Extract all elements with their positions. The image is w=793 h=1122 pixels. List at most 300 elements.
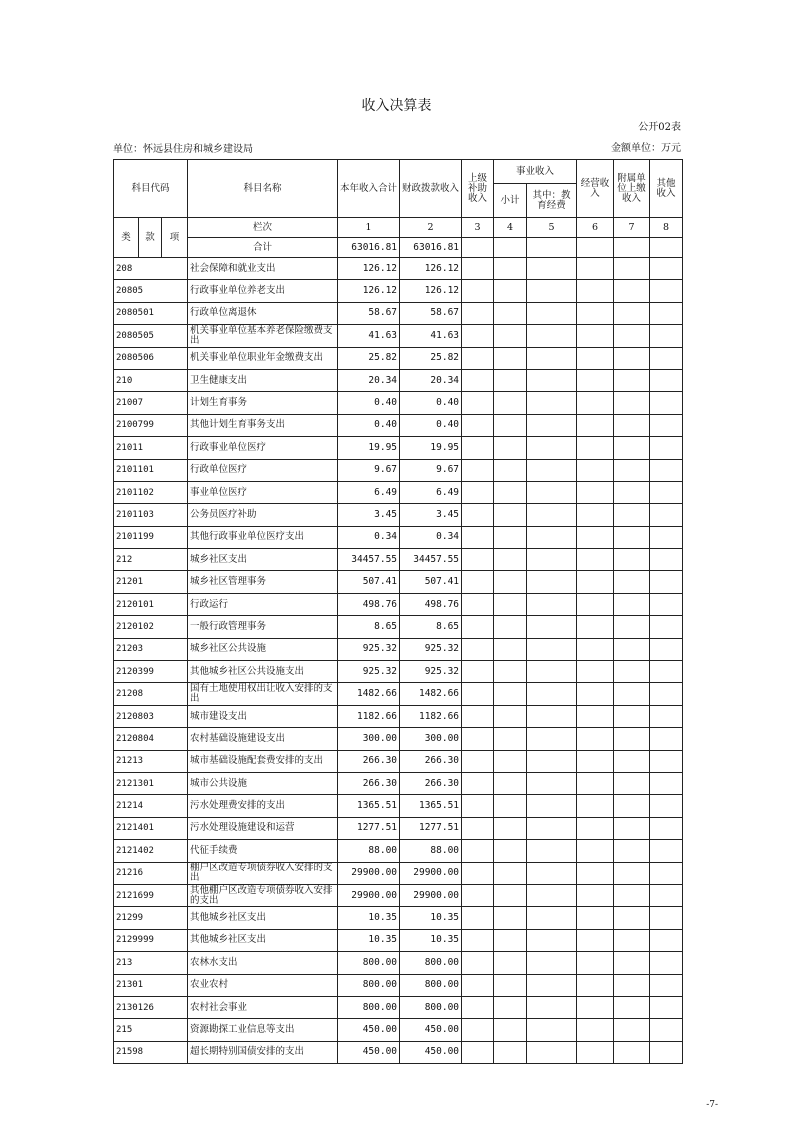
row-subject-name: 机关事业单位基本养老保险缴费支出 [188, 325, 338, 347]
table-row [114, 571, 683, 593]
row-subject-name: 行政运行 [188, 593, 338, 615]
row-fiscal-allocation: 58.67 [400, 302, 462, 324]
row-subject-name: 其他城乡社区支出 [188, 929, 338, 951]
col-number: 1 [338, 218, 400, 238]
row-subject-name: 代征手续费 [188, 840, 338, 862]
row-empty-cell [462, 840, 494, 862]
row-empty-cell [650, 437, 683, 459]
page-title: 收入决算表 [361, 98, 432, 114]
row-empty-cell [494, 571, 527, 593]
row-empty-cell [494, 504, 527, 526]
row-empty-cell [462, 459, 494, 481]
row-subject-code: 21598 [114, 1041, 188, 1063]
row-subject-code: 213 [114, 952, 188, 974]
col-number: 5 [527, 218, 577, 238]
row-empty-cell [527, 504, 577, 526]
row-empty-cell [614, 526, 650, 548]
row-empty-cell [494, 638, 527, 660]
row-total-income: 498.76 [338, 593, 400, 615]
row-empty-cell [577, 661, 614, 683]
header-subtotal: 小计 [494, 184, 527, 218]
row-subject-name: 公务员医疗补助 [188, 504, 338, 526]
row-empty-cell [462, 347, 494, 369]
row-subject-code: 2120399 [114, 661, 188, 683]
row-empty-cell [494, 750, 527, 772]
row-empty-cell [614, 750, 650, 772]
row-empty-cell [527, 347, 577, 369]
table-row [114, 459, 683, 481]
row-empty-cell [650, 795, 683, 817]
row-empty-cell [527, 369, 577, 391]
row-empty-cell [527, 772, 577, 794]
row-empty-cell [614, 571, 650, 593]
row-total-income: 266.30 [338, 750, 400, 772]
row-fiscal-allocation: 29900.00 [400, 862, 462, 884]
row-subject-code: 215 [114, 1019, 188, 1041]
row-fiscal-allocation: 19.95 [400, 437, 462, 459]
table-row [114, 661, 683, 683]
col-number: 6 [577, 218, 614, 238]
row-empty-cell [650, 705, 683, 727]
row-subject-name: 计划生育事务 [188, 392, 338, 414]
row-empty-cell [527, 996, 577, 1018]
row-empty-cell [614, 549, 650, 571]
row-empty-cell [462, 325, 494, 347]
row-empty-cell [577, 907, 614, 929]
row-empty-cell [614, 258, 650, 280]
row-empty-cell [462, 728, 494, 750]
table-row [114, 347, 683, 369]
row-empty-cell [527, 1019, 577, 1041]
row-total-income: 800.00 [338, 952, 400, 974]
row-empty-cell [494, 593, 527, 615]
row-empty-cell [614, 1041, 650, 1063]
row-subject-name: 城市建设支出 [188, 705, 338, 727]
table-row [114, 414, 683, 436]
row-empty-cell [494, 459, 527, 481]
row-fiscal-allocation: 3.45 [400, 504, 462, 526]
row-total-income: 1365.51 [338, 795, 400, 817]
row-empty-cell [650, 952, 683, 974]
row-subject-code: 208 [114, 258, 188, 280]
col-number: 3 [462, 218, 494, 238]
row-empty-cell [614, 907, 650, 929]
row-total-income: 0.34 [338, 526, 400, 548]
row-empty-cell [650, 683, 683, 705]
table-row [114, 750, 683, 772]
row-empty-cell [650, 481, 683, 503]
col-number: 8 [650, 218, 683, 238]
row-empty-cell [577, 638, 614, 660]
row-empty-cell [650, 593, 683, 615]
row-fiscal-allocation: 41.63 [400, 325, 462, 347]
row-empty-cell [462, 974, 494, 996]
row-empty-cell [462, 1019, 494, 1041]
row-subject-name: 农村基础设施建设支出 [188, 728, 338, 750]
header-business-income: 事业收入 [494, 160, 577, 184]
row-total-income: 34457.55 [338, 549, 400, 571]
row-empty-cell [527, 414, 577, 436]
row-empty-cell [494, 325, 527, 347]
row-empty-cell [650, 840, 683, 862]
row-empty-cell [650, 661, 683, 683]
row-empty-cell [462, 414, 494, 436]
income-statement-table [113, 159, 683, 1064]
row-empty-cell [462, 302, 494, 324]
row-empty-cell [577, 705, 614, 727]
row-subject-name: 资源勘探工业信息等支出 [188, 1019, 338, 1041]
row-empty-cell [614, 414, 650, 436]
row-empty-cell [494, 705, 527, 727]
row-total-income: 800.00 [338, 996, 400, 1018]
row-subject-name: 事业单位医疗 [188, 481, 338, 503]
row-empty-cell [527, 1041, 577, 1063]
table-row [114, 996, 683, 1018]
row-empty-cell [527, 705, 577, 727]
row-empty-cell [494, 728, 527, 750]
row-subject-name: 卫生健康支出 [188, 369, 338, 391]
row-subject-code: 2129999 [114, 929, 188, 951]
row-subject-code: 210 [114, 369, 188, 391]
row-subject-name: 城乡社区管理事务 [188, 571, 338, 593]
row-empty-cell [462, 504, 494, 526]
row-fiscal-allocation: 450.00 [400, 1019, 462, 1041]
row-empty-cell [527, 907, 577, 929]
row-empty-cell [462, 817, 494, 839]
row-total-income: 450.00 [338, 1041, 400, 1063]
row-empty-cell [577, 728, 614, 750]
row-empty-cell [527, 795, 577, 817]
row-empty-cell [462, 437, 494, 459]
row-empty-cell [650, 504, 683, 526]
row-empty-cell [462, 772, 494, 794]
row-empty-cell [614, 795, 650, 817]
amount-unit: 金额单位：万元 [611, 143, 681, 154]
row-subject-name: 其他城乡社区公共设施支出 [188, 661, 338, 683]
col-number: 4 [494, 218, 527, 238]
col-number: 2 [400, 218, 462, 238]
row-fiscal-allocation: 20.34 [400, 369, 462, 391]
row-total-income: 29900.00 [338, 884, 400, 906]
row-empty-cell [462, 638, 494, 660]
row-empty-cell [650, 571, 683, 593]
table-row [114, 437, 683, 459]
row-empty-cell [527, 728, 577, 750]
row-empty-cell [577, 817, 614, 839]
row-empty-cell [494, 907, 527, 929]
row-subject-name: 行政单位医疗 [188, 459, 338, 481]
row-empty-cell [650, 974, 683, 996]
row-empty-cell [614, 392, 650, 414]
row-empty-cell [527, 593, 577, 615]
row-empty-cell [577, 840, 614, 862]
row-fiscal-allocation: 498.76 [400, 593, 462, 615]
row-subject-name: 棚户区改造专项债券收入安排的支出 [188, 862, 338, 884]
row-empty-cell [577, 616, 614, 638]
row-fiscal-allocation: 1482.66 [400, 683, 462, 705]
row-empty-cell [577, 772, 614, 794]
row-empty-cell [527, 750, 577, 772]
row-empty-cell [577, 392, 614, 414]
row-total-income: 300.00 [338, 728, 400, 750]
row-empty-cell [494, 661, 527, 683]
row-empty-cell [462, 683, 494, 705]
row-subject-name: 城乡社区公共设施 [188, 638, 338, 660]
row-empty-cell [462, 795, 494, 817]
row-empty-cell [614, 481, 650, 503]
table-row [114, 504, 683, 526]
row-empty-cell [494, 974, 527, 996]
row-subject-code: 2100799 [114, 414, 188, 436]
row-empty-cell [577, 504, 614, 526]
row-empty-cell [650, 347, 683, 369]
row-empty-cell [527, 549, 577, 571]
row-total-income: 20.34 [338, 369, 400, 391]
row-empty-cell [577, 996, 614, 1018]
row-empty-cell [614, 302, 650, 324]
row-empty-cell [614, 325, 650, 347]
row-subject-name: 其他行政事业单位医疗支出 [188, 526, 338, 548]
header-subject-code: 科目代码 [114, 160, 188, 218]
row-empty-cell [614, 437, 650, 459]
row-empty-cell [577, 437, 614, 459]
row-empty-cell [494, 795, 527, 817]
row-empty-cell [494, 526, 527, 548]
row-subject-name: 国有土地使用权出让收入安排的支出 [188, 683, 338, 705]
table-row [114, 258, 683, 280]
row-empty-cell [650, 392, 683, 414]
row-fiscal-allocation: 9.67 [400, 459, 462, 481]
row-subject-code: 21213 [114, 750, 188, 772]
row-empty-cell [462, 705, 494, 727]
row-empty-cell [527, 683, 577, 705]
row-subject-name: 城市公共设施 [188, 772, 338, 794]
row-empty-cell [527, 952, 577, 974]
row-empty-cell [577, 526, 614, 548]
row-subject-code: 2120102 [114, 616, 188, 638]
row-empty-cell [527, 862, 577, 884]
row-empty-cell [494, 683, 527, 705]
header-kuan: 款 [139, 218, 162, 258]
row-empty-cell [650, 929, 683, 951]
row-empty-cell [614, 459, 650, 481]
table-row [114, 795, 683, 817]
table-row [114, 840, 683, 862]
total-label: 合计 [188, 238, 338, 258]
header-total-income: 本年收入合计 [338, 160, 400, 218]
header-xiang: 项 [162, 218, 188, 258]
row-fiscal-allocation: 450.00 [400, 1041, 462, 1063]
row-subject-code: 2101101 [114, 459, 188, 481]
row-subject-code: 2101199 [114, 526, 188, 548]
table-row [114, 952, 683, 974]
table-row [114, 526, 683, 548]
row-empty-cell [614, 952, 650, 974]
row-empty-cell [527, 325, 577, 347]
row-subject-code: 2120804 [114, 728, 188, 750]
row-empty-cell [462, 996, 494, 1018]
row-total-income: 10.35 [338, 929, 400, 951]
row-empty-cell [494, 772, 527, 794]
row-empty-cell [650, 996, 683, 1018]
row-empty-cell [614, 616, 650, 638]
table-row [114, 280, 683, 302]
header-lei: 类 [114, 218, 139, 258]
row-empty-cell [494, 302, 527, 324]
row-total-income: 6.49 [338, 481, 400, 503]
row-subject-code: 2121699 [114, 884, 188, 906]
form-number: 公开02表 [638, 122, 681, 133]
header-superior-subsidy: 上级补助收入 [462, 160, 494, 218]
table-row [114, 683, 683, 705]
row-empty-cell [462, 526, 494, 548]
row-empty-cell [650, 884, 683, 906]
table-row [114, 1041, 683, 1063]
row-empty-cell [577, 683, 614, 705]
row-fiscal-allocation: 88.00 [400, 840, 462, 862]
row-empty-cell [650, 526, 683, 548]
row-subject-code: 21201 [114, 571, 188, 593]
row-empty-cell [614, 772, 650, 794]
reporting-unit: 单位：怀远县住房和城乡建设局 [113, 144, 253, 155]
row-subject-name: 其他计划生育事务支出 [188, 414, 338, 436]
header-affiliated-income: 附属单位上缴收入 [614, 160, 650, 218]
row-fiscal-allocation: 126.12 [400, 280, 462, 302]
row-empty-cell [650, 750, 683, 772]
row-empty-cell [462, 750, 494, 772]
row-empty-cell [527, 302, 577, 324]
row-subject-code: 2120803 [114, 705, 188, 727]
row-empty-cell [650, 325, 683, 347]
row-empty-cell [527, 974, 577, 996]
row-empty-cell [614, 683, 650, 705]
row-empty-cell [614, 347, 650, 369]
row-empty-cell [650, 1019, 683, 1041]
row-empty-cell [577, 459, 614, 481]
row-total-income: 925.32 [338, 638, 400, 660]
row-subject-name: 行政事业单位养老支出 [188, 280, 338, 302]
row-empty-cell [494, 392, 527, 414]
row-empty-cell [577, 325, 614, 347]
row-empty-cell [614, 840, 650, 862]
header-other-income: 其他收入 [650, 160, 683, 218]
row-empty-cell [614, 884, 650, 906]
row-empty-cell [494, 258, 527, 280]
row-empty-cell [494, 414, 527, 436]
row-empty-cell [614, 593, 650, 615]
row-empty-cell [650, 414, 683, 436]
header-of-which-education: 其中：教育经费 [527, 184, 577, 218]
row-empty-cell [462, 369, 494, 391]
row-empty-cell [650, 907, 683, 929]
row-fiscal-allocation: 0.34 [400, 526, 462, 548]
row-fiscal-allocation: 925.32 [400, 638, 462, 660]
header-column-label: 栏次 [188, 218, 338, 238]
row-subject-code: 21208 [114, 683, 188, 705]
row-empty-cell [577, 974, 614, 996]
row-subject-code: 21299 [114, 907, 188, 929]
row-empty-cell [494, 1041, 527, 1063]
row-total-income: 0.40 [338, 414, 400, 436]
row-empty-cell [650, 369, 683, 391]
row-empty-cell [462, 862, 494, 884]
row-fiscal-allocation: 6.49 [400, 481, 462, 503]
row-empty-cell [577, 549, 614, 571]
table-row [114, 481, 683, 503]
row-total-income: 925.32 [338, 661, 400, 683]
row-total-income: 41.63 [338, 325, 400, 347]
row-subject-code: 21011 [114, 437, 188, 459]
row-empty-cell [577, 571, 614, 593]
row-empty-cell [650, 728, 683, 750]
row-empty-cell [494, 1019, 527, 1041]
table-row [114, 392, 683, 414]
row-fiscal-allocation: 1365.51 [400, 795, 462, 817]
row-empty-cell [527, 929, 577, 951]
row-fiscal-allocation: 10.35 [400, 907, 462, 929]
row-empty-cell [494, 929, 527, 951]
table-row [114, 817, 683, 839]
row-subject-code: 2121401 [114, 817, 188, 839]
row-subject-name: 农林水支出 [188, 952, 338, 974]
row-empty-cell [462, 571, 494, 593]
row-subject-name: 城市基础设施配套费安排的支出 [188, 750, 338, 772]
row-empty-cell [462, 481, 494, 503]
row-empty-cell [527, 258, 577, 280]
row-subject-name: 污水处理费安排的支出 [188, 795, 338, 817]
row-empty-cell [577, 884, 614, 906]
row-empty-cell [462, 661, 494, 683]
row-subject-name: 一般行政管理事务 [188, 616, 338, 638]
row-total-income: 25.82 [338, 347, 400, 369]
table-row [114, 705, 683, 727]
row-empty-cell [527, 638, 577, 660]
row-empty-cell [614, 638, 650, 660]
row-empty-cell [577, 1041, 614, 1063]
row-subject-code: 2080505 [114, 325, 188, 347]
row-empty-cell [614, 862, 650, 884]
row-subject-name: 污水处理设施建设和运营 [188, 817, 338, 839]
row-empty-cell [527, 481, 577, 503]
row-total-income: 29900.00 [338, 862, 400, 884]
row-fiscal-allocation: 0.40 [400, 414, 462, 436]
header-fiscal-allocation: 财政拨款收入 [400, 160, 462, 218]
row-empty-cell [650, 616, 683, 638]
row-empty-cell [462, 593, 494, 615]
row-empty-cell [650, 772, 683, 794]
row-subject-code: 21301 [114, 974, 188, 996]
row-empty-cell [527, 571, 577, 593]
row-empty-cell [577, 1019, 614, 1041]
row-total-income: 0.40 [338, 392, 400, 414]
row-empty-cell [577, 302, 614, 324]
row-empty-cell [527, 884, 577, 906]
row-fiscal-allocation: 8.65 [400, 616, 462, 638]
row-fiscal-allocation: 300.00 [400, 728, 462, 750]
table-row [114, 862, 683, 884]
row-fiscal-allocation: 34457.55 [400, 549, 462, 571]
row-empty-cell [577, 593, 614, 615]
table-row [114, 884, 683, 906]
row-empty-cell [462, 392, 494, 414]
row-total-income: 1482.66 [338, 683, 400, 705]
row-empty-cell [462, 952, 494, 974]
row-empty-cell [577, 369, 614, 391]
row-empty-cell [650, 549, 683, 571]
row-subject-name: 行政单位离退休 [188, 302, 338, 324]
row-fiscal-allocation: 800.00 [400, 952, 462, 974]
row-empty-cell [614, 504, 650, 526]
